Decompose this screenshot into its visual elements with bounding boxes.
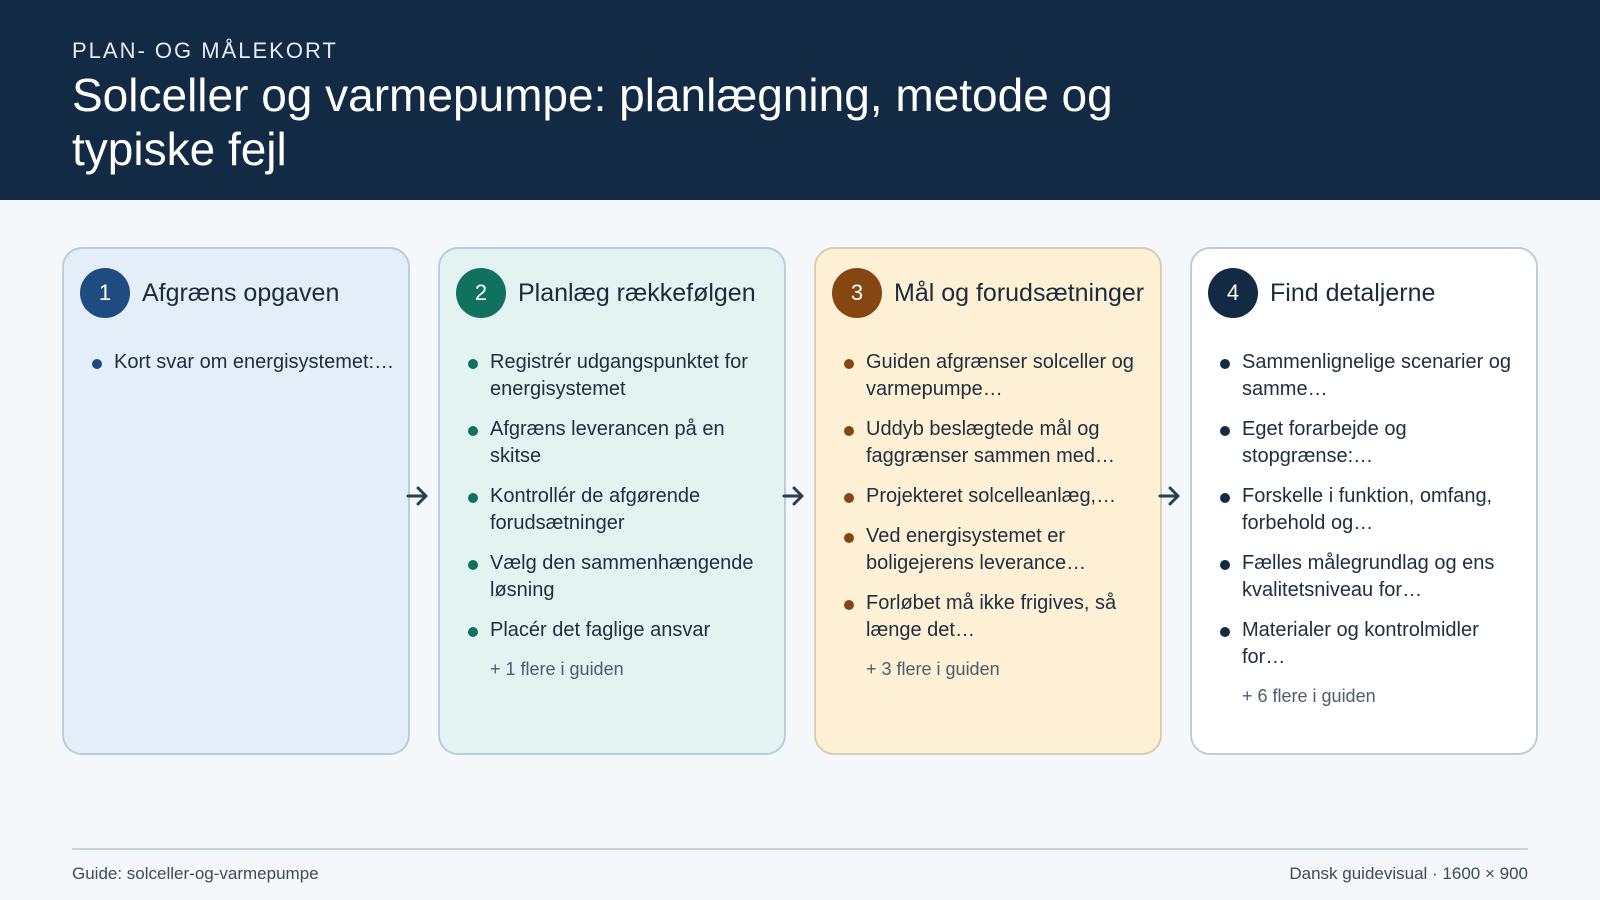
step-item-list: [844, 349, 1148, 681]
list-item: [844, 416, 1148, 470]
step-item-list: [92, 349, 396, 389]
list-item-text: Uddyb beslægtede mål og faggrænser sammen med…: [866, 418, 1115, 467]
step-card-1: [62, 247, 410, 755]
list-item-text: Registrér udgangspunktet for energisystemet: [490, 351, 748, 400]
list-item-text: Projekteret solcelleanlæg,…: [866, 485, 1117, 507]
list-item-text: Ved energisystemet er boligejerens leverance…: [866, 525, 1087, 574]
step-title: Find detaljerne: [1270, 279, 1436, 307]
list-item: [844, 523, 1148, 577]
bullet-icon: [1220, 493, 1230, 503]
bullet-icon: [1220, 627, 1230, 637]
bullet-icon: [468, 359, 478, 369]
list-item-text: Forskelle i funktion, omfang, forbehold og…: [1242, 485, 1493, 534]
step-cards: [62, 247, 1538, 759]
list-item: [468, 349, 772, 403]
header-kicker: PLAN- OG MÅLEKORT: [72, 38, 338, 63]
list-item: [1220, 349, 1524, 403]
bullet-icon: [1220, 359, 1230, 369]
step-title: Mål og forudsætninger: [894, 279, 1145, 307]
bullet-icon: [844, 600, 854, 610]
step-number-badge: 4: [1208, 268, 1258, 318]
bullet-icon: [844, 493, 854, 503]
bullet-icon: [92, 359, 102, 369]
bullet-icon: [844, 426, 854, 436]
footer-meta-label: Dansk guidevisual · 1600 × 900: [1289, 864, 1528, 883]
list-item: [1220, 483, 1524, 537]
bullet-icon: [1220, 426, 1230, 436]
list-item: [844, 590, 1148, 644]
step-item-list: [468, 349, 772, 681]
footer-guide-label: Guide: solceller-og-varmepumpe: [72, 864, 319, 883]
list-item-text: Kontrollér de afgørende forudsætninger: [490, 485, 701, 534]
list-item-text: Eget forarbejde og stopgrænse:…: [1242, 418, 1407, 467]
list-item-text: Fælles målegrundlag og ens kvalitetsniveau for…: [1242, 552, 1495, 601]
step-number-badge: 1: [80, 268, 130, 318]
list-item: [92, 349, 396, 376]
list-item-text: Sammenlignelige scenarier og samme…: [1242, 351, 1512, 400]
header-banner: [0, 0, 1600, 200]
list-item: [468, 550, 772, 604]
arrow-right-icon: [780, 482, 808, 510]
list-item-text: Afgræns leverancen på en skitse: [490, 418, 725, 467]
step-item-list: [1220, 349, 1524, 708]
list-item-text: Kort svar om energisystemet:…: [114, 351, 395, 373]
bullet-icon: [468, 560, 478, 570]
footer-divider: [72, 848, 1528, 850]
list-item: [468, 617, 772, 644]
list-item: [468, 416, 772, 470]
arrow-right-icon: [404, 482, 432, 510]
list-item-text: Vælg den sammenhængende løsning: [490, 552, 754, 601]
step-title: Planlæg rækkefølgen: [518, 279, 756, 307]
bullet-icon: [844, 359, 854, 369]
bullet-icon: [1220, 560, 1230, 570]
step-number-badge: 2: [456, 268, 506, 318]
step-card-2: [438, 247, 786, 755]
list-item-text: Placér det faglige ansvar: [490, 619, 711, 641]
list-item: [844, 483, 1148, 510]
bullet-icon: [468, 426, 478, 436]
step-card-3: [814, 247, 1162, 755]
list-item-text: Guiden afgrænser solceller og varmepumpe…: [866, 351, 1134, 400]
list-item: [1220, 550, 1524, 604]
more-in-guide-note: + 1 flere i guiden: [490, 659, 624, 679]
list-item-text: Forløbet må ikke frigives, så længe det…: [866, 592, 1117, 641]
more-in-guide-note: + 3 flere i guiden: [866, 659, 1000, 679]
step-number-badge: 3: [832, 268, 882, 318]
step-title: Afgræns opgaven: [142, 279, 340, 307]
arrow-right-icon: [1156, 482, 1184, 510]
bullet-icon: [844, 533, 854, 543]
list-item: [1220, 617, 1524, 671]
list-item-text: Materialer og kontrolmidler for…: [1242, 619, 1479, 668]
list-item: [468, 483, 772, 537]
step-card-4: [1190, 247, 1538, 755]
bullet-icon: [468, 493, 478, 503]
list-item: [1220, 416, 1524, 470]
more-in-guide-note: + 6 flere i guiden: [1242, 686, 1376, 706]
page-title: Solceller og varmepumpe: planlægning, metode og typiske fejl: [72, 69, 1113, 175]
list-item: [844, 349, 1148, 403]
bullet-icon: [468, 627, 478, 637]
